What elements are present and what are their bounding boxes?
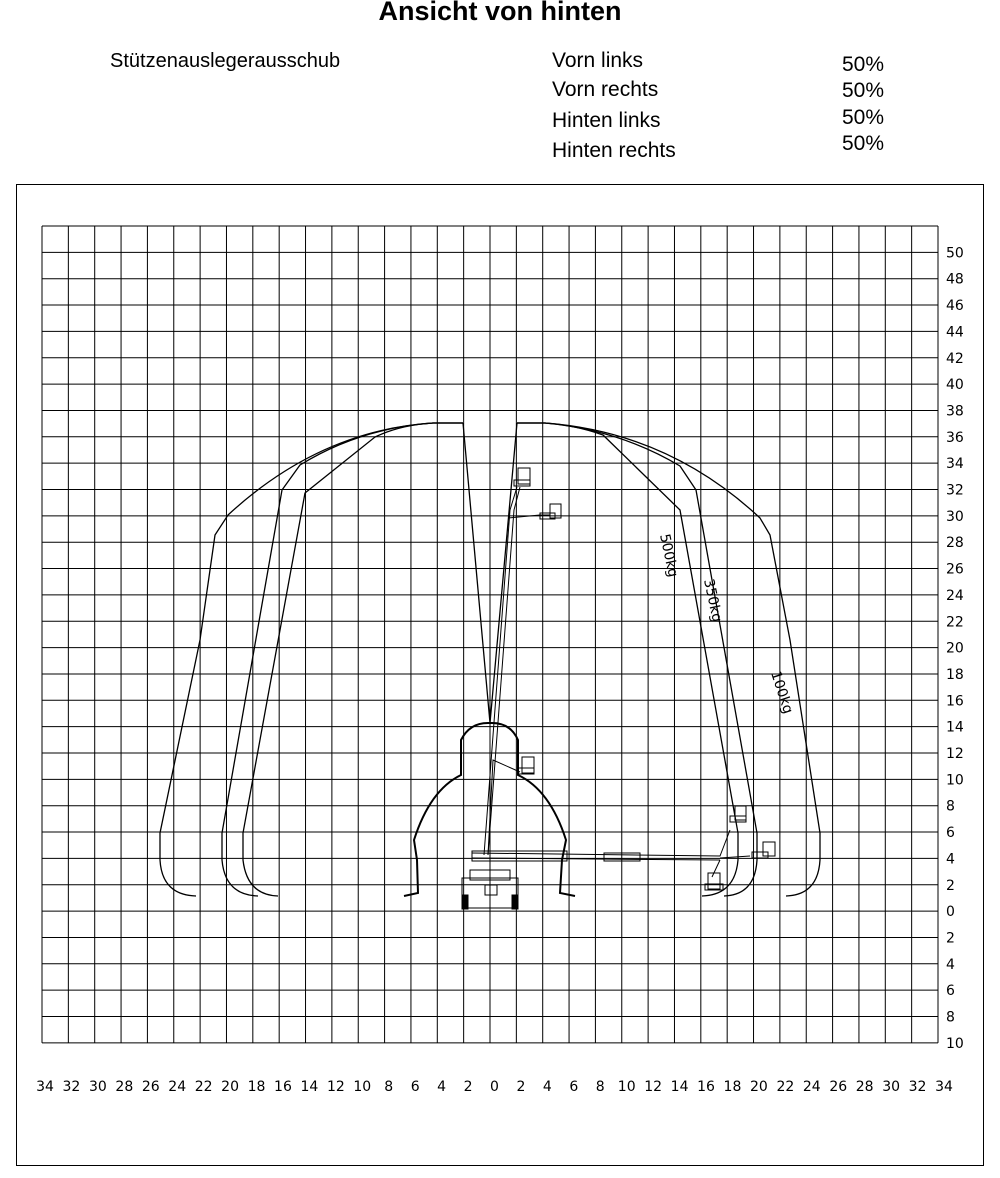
outrigger-front-left-label: Vorn links	[552, 49, 644, 72]
x-tick-label: 12	[326, 1079, 345, 1095]
y-tick-label: 4	[946, 851, 955, 868]
outrigger-rear-left-value: 50%	[842, 106, 885, 129]
y-tick-label: 6	[946, 825, 955, 842]
outrigger-rear-right-label: Hinten rechts	[552, 139, 676, 162]
y-tick-label: 50	[946, 245, 964, 262]
x-tick-label: 30	[882, 1079, 901, 1095]
y-tick-label: 42	[946, 350, 964, 367]
x-tick-label: 0	[490, 1079, 499, 1095]
x-tick-label: 24	[802, 1079, 821, 1095]
x-tick-label: 14	[300, 1079, 319, 1095]
x-tick-label: 4	[437, 1079, 447, 1095]
x-tick-label: 8	[384, 1079, 394, 1095]
outrigger-rear-right-value: 50%	[842, 132, 885, 155]
y-tick-label: 4	[946, 956, 955, 973]
x-tick-label: 20	[749, 1079, 768, 1095]
x-tick-label: 18	[723, 1079, 742, 1095]
x-tick-label: 8	[595, 1079, 605, 1095]
y-tick-label: 22	[946, 614, 964, 631]
x-tick-label: 26	[141, 1079, 160, 1095]
boom-horizontal	[472, 806, 775, 890]
y-tick-label: 12	[946, 746, 964, 762]
outrigger-front-left-value: 50%	[842, 53, 885, 76]
y-tick-label: 18	[946, 666, 964, 683]
x-tick-label: 34	[935, 1079, 953, 1095]
page-title: Ansicht von hinten	[378, 0, 622, 26]
x-tick-label: 10	[353, 1079, 372, 1095]
outrigger-extension-label: Stützenauslegerausschub	[110, 50, 341, 72]
y-tick-label: 8	[946, 798, 955, 815]
y-tick-label: 16	[946, 693, 964, 710]
y-tick-label: 2	[946, 930, 955, 947]
y-tick-label: 44	[946, 324, 964, 341]
y-tick-label: 0	[946, 904, 955, 921]
x-axis-ticks	[36, 1079, 953, 1095]
platform-illustrations	[462, 468, 775, 909]
x-tick-label: 28	[855, 1079, 874, 1095]
x-tick-label: 30	[88, 1079, 107, 1095]
y-tick-label: 14	[946, 719, 964, 736]
x-tick-label: 4	[542, 1079, 552, 1095]
y-tick-label: 24	[946, 587, 964, 604]
capacity-label-500kg: 500kg	[656, 532, 681, 579]
x-tick-label: 16	[697, 1079, 715, 1095]
y-tick-label: 48	[946, 271, 964, 288]
x-tick-label: 10	[617, 1079, 636, 1095]
y-tick-label: 10	[946, 772, 964, 789]
x-tick-label: 26	[829, 1079, 848, 1095]
y-tick-label: 8	[946, 1009, 955, 1026]
y-tick-label: 10	[946, 1035, 964, 1052]
x-tick-label: 34	[36, 1079, 54, 1095]
y-tick-label: 6	[946, 983, 955, 1000]
y-tick-label: 34	[946, 456, 964, 473]
x-tick-label: 14	[670, 1079, 689, 1095]
x-tick-label: 20	[221, 1079, 240, 1095]
x-tick-label: 28	[115, 1079, 134, 1095]
diagram-grid	[42, 226, 938, 1043]
x-tick-label: 6	[569, 1079, 579, 1095]
x-tick-label: 32	[908, 1079, 927, 1095]
outrigger-front-right-value: 50%	[842, 79, 885, 102]
x-tick-label: 2	[463, 1079, 473, 1095]
x-tick-label: 18	[247, 1079, 266, 1095]
y-tick-label: 30	[946, 508, 964, 525]
y-tick-label: 40	[946, 377, 964, 394]
x-tick-label: 24	[168, 1079, 187, 1095]
y-tick-label: 28	[946, 535, 964, 552]
capacity-label-350kg: 350kg	[700, 577, 725, 624]
y-tick-label: 38	[946, 403, 964, 420]
x-tick-label: 22	[776, 1079, 795, 1095]
y-tick-label: 26	[946, 561, 964, 578]
x-tick-label: 16	[274, 1079, 292, 1095]
y-tick-label: 20	[946, 640, 964, 657]
capacity-label-100kg: 100kg	[767, 669, 796, 716]
y-axis-ticks	[946, 245, 964, 1052]
outrigger-rear-left-label: Hinten links	[552, 109, 661, 132]
y-tick-label: 2	[946, 877, 955, 894]
y-tick-label: 46	[946, 298, 964, 315]
y-tick-label: 32	[946, 482, 964, 499]
x-tick-label: 2	[516, 1079, 526, 1095]
x-tick-label: 22	[194, 1079, 213, 1095]
y-tick-label: 36	[946, 429, 964, 446]
x-tick-label: 32	[62, 1079, 81, 1095]
outrigger-front-right-label: Vorn rechts	[552, 78, 659, 101]
x-tick-label: 6	[410, 1079, 420, 1095]
x-tick-label: 12	[644, 1079, 663, 1095]
